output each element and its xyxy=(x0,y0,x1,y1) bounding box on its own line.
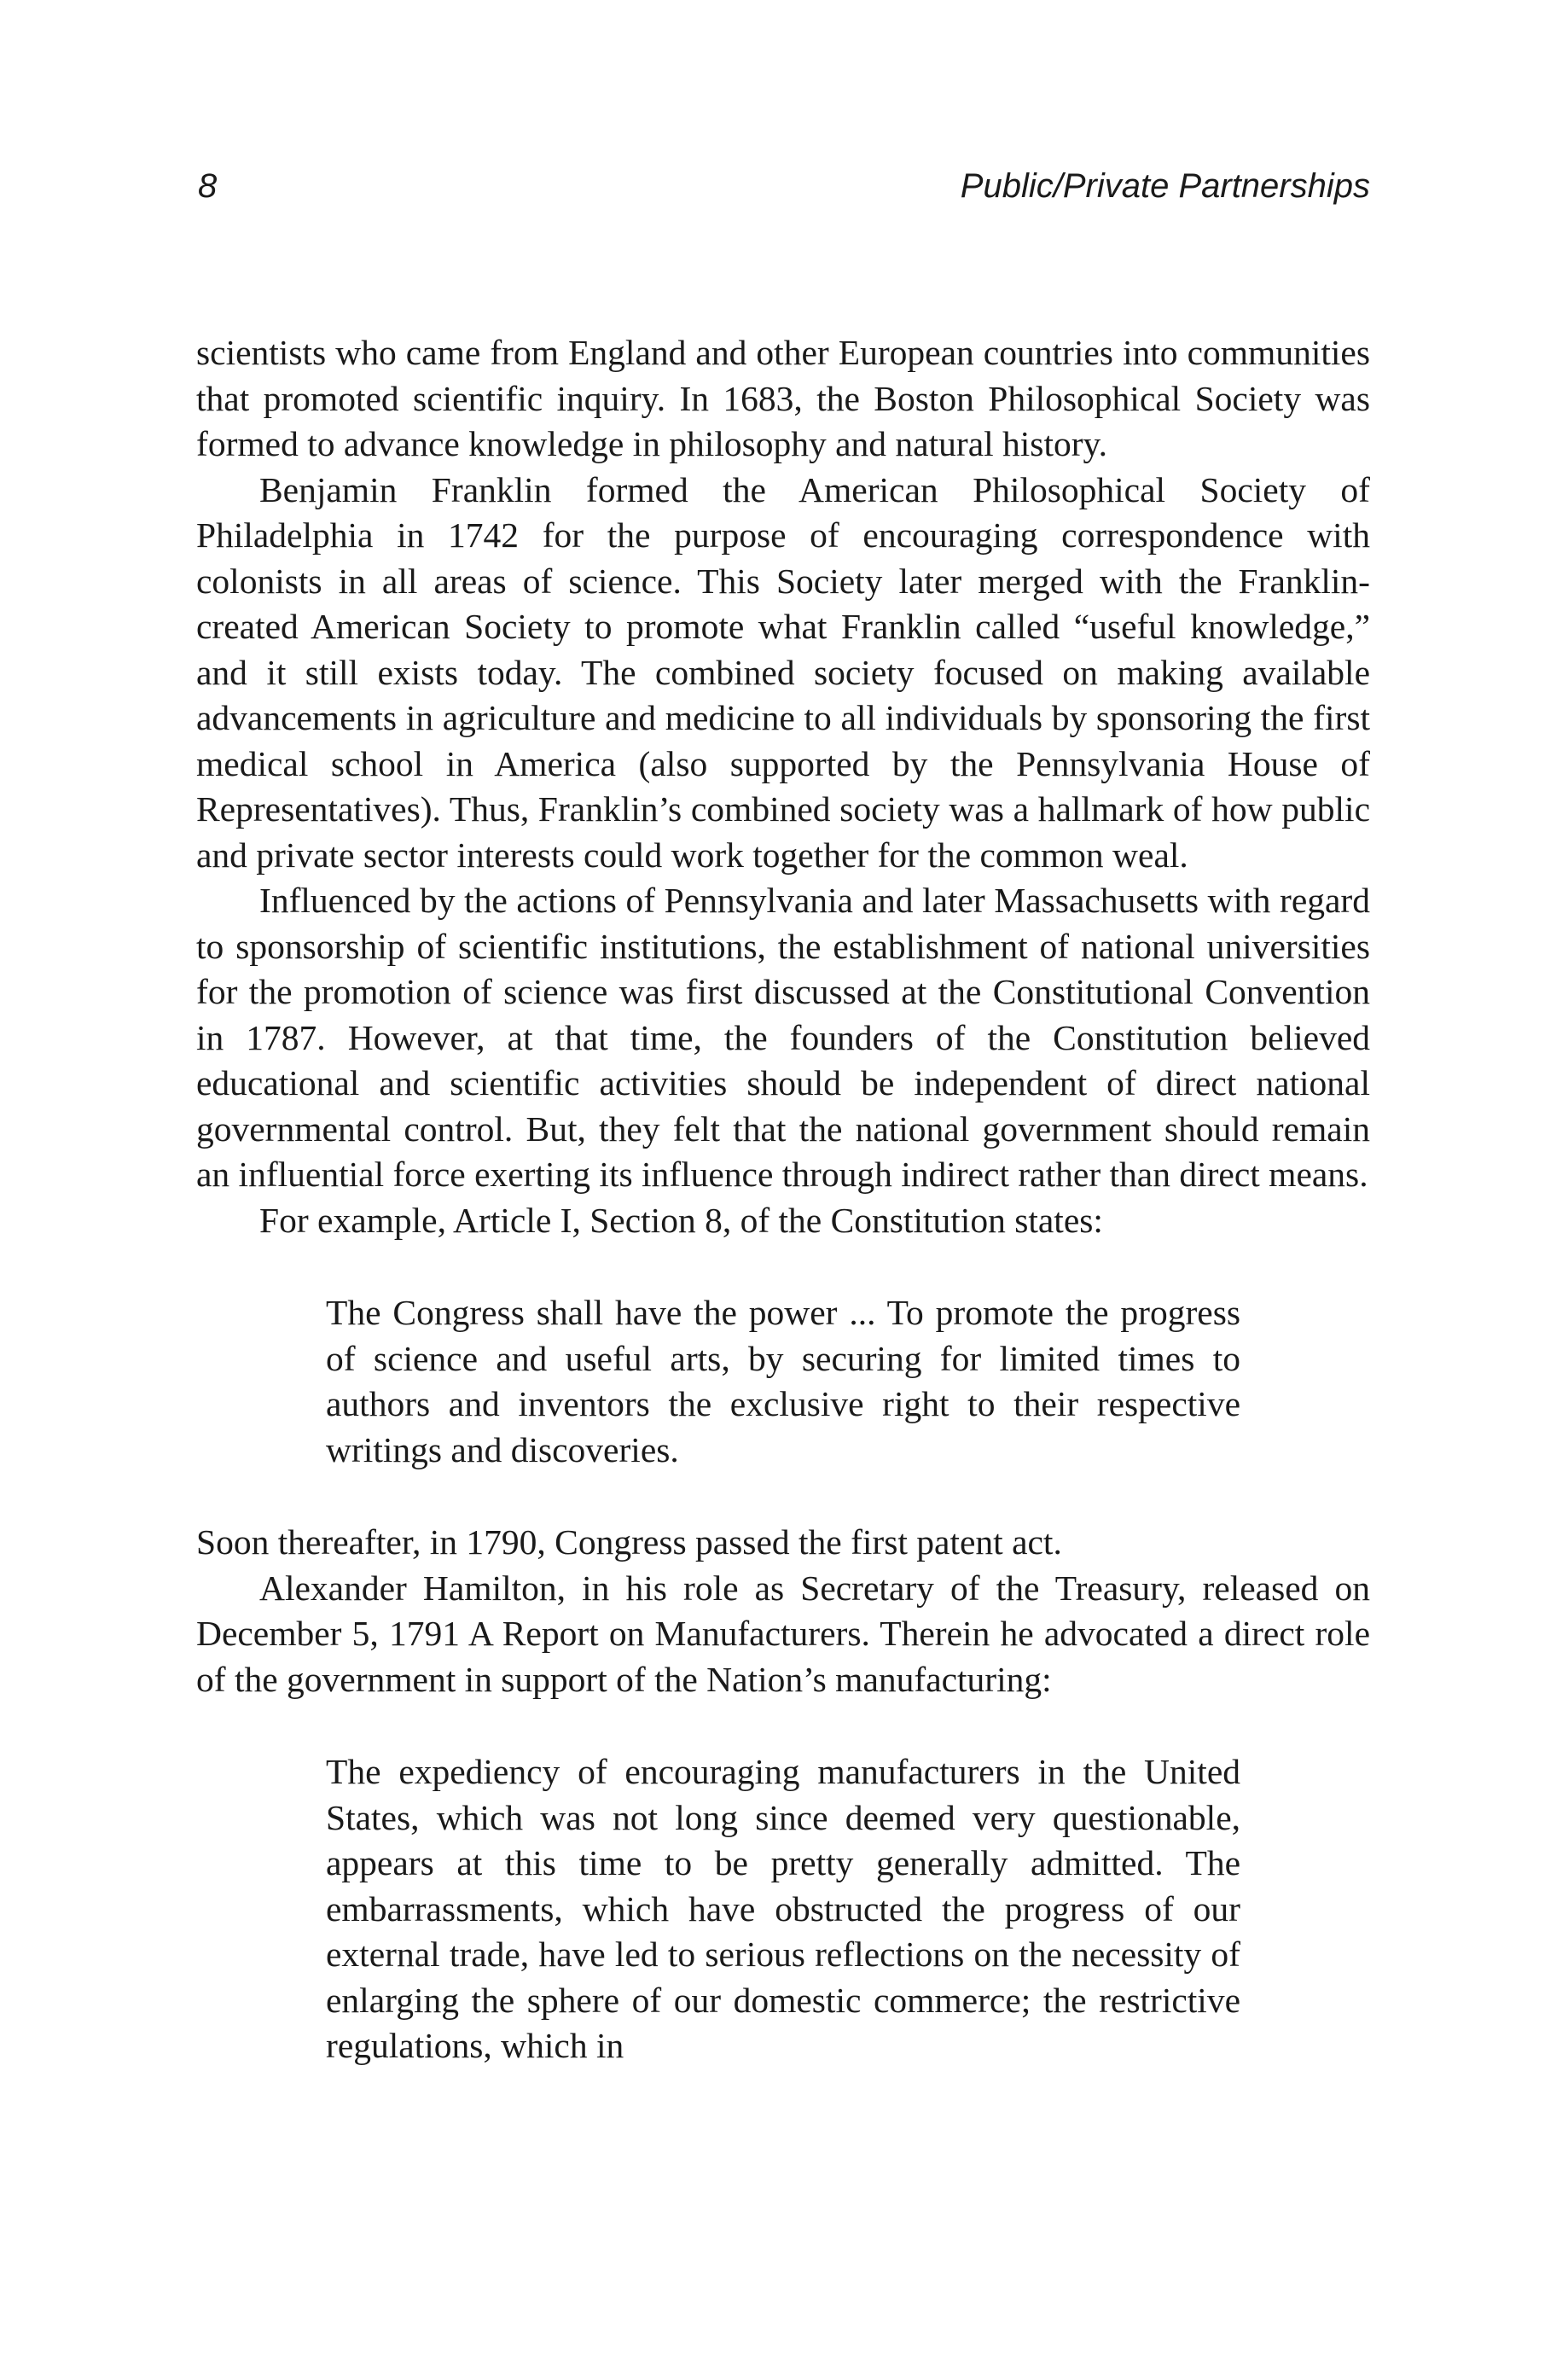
block-quote-constitution: The Congress shall have the power ... To promote the progress of science and useful arts, by securing for limited times to authors and inventors the exclusive right to their respective writings and discoveries. xyxy=(326,1293,1240,1469)
running-title: Public/Private Partnerships xyxy=(960,167,1370,205)
running-head xyxy=(198,160,1370,212)
paragraph-patent-act: Soon thereafter, in 1790, Congress passed the first patent act. xyxy=(196,1522,1062,1562)
page-number: 8 xyxy=(198,167,218,205)
paragraph-constitutional-convention: Influenced by the actions of Pennsylvania and later Massachusetts with regard to sponsorship of scientific institutions, the establishment of national universities for the promotion of science was first discussed at the Constitutional Convention in 1787. However, at that time, the founders of the Constitution believed educational and scientific activities should be independent of direct national governmental control. But, they felt that the national government should remain an influential force exerting its influence through indirect rather than direct means. xyxy=(196,881,1370,1194)
paragraph-hamilton: Alexander Hamilton, in his role as Secretary of the Treasury, released on December 5, 1791 A Report on Manufacturers. Therein he advocated a direct role of the government in support of the Nation’s manufacturing: xyxy=(196,1568,1370,1699)
body-text xyxy=(196,330,1370,2069)
paragraph-article-intro: For example, Article I, Section 8, of the Constitution states: xyxy=(259,1200,1103,1240)
block-quote-report-on-manufacturers: The expediency of encouraging manufacturers in the United States, which was not long since deemed very questionable, appears at this time to be pretty generally admitted. The embarrassments, which have obstructed the progress of our external trade, have led to serious reflections on the necessity of enlarging the sphere of our domestic commerce; the restrictive regulations, which in xyxy=(326,1752,1240,2065)
paragraph-franklin: Benjamin Franklin formed the American Philosophical Society of Philadelphia in 1742 for the purpose of encouraging correspondence with colonists in all areas of science. This Society later merged with the Franklin-created American Society to promote what Franklin called “useful knowledge,” and it still exists today. The combined society focused on making available advancements in agriculture and medicine to all individuals by sponsoring the first medical school in America (also supported by the Pennsylvania House of Representatives). Thus, Franklin’s combined society was a hallmark of how public and private sector interests could work together for the common weal. xyxy=(196,469,1370,875)
paragraph-continued: scientists who came from England and other European countries into communities that promoted scientific inquiry. In 1683, the Boston Philosophical Society was formed to advance knowledge in philosophy and natural history. xyxy=(196,333,1370,463)
